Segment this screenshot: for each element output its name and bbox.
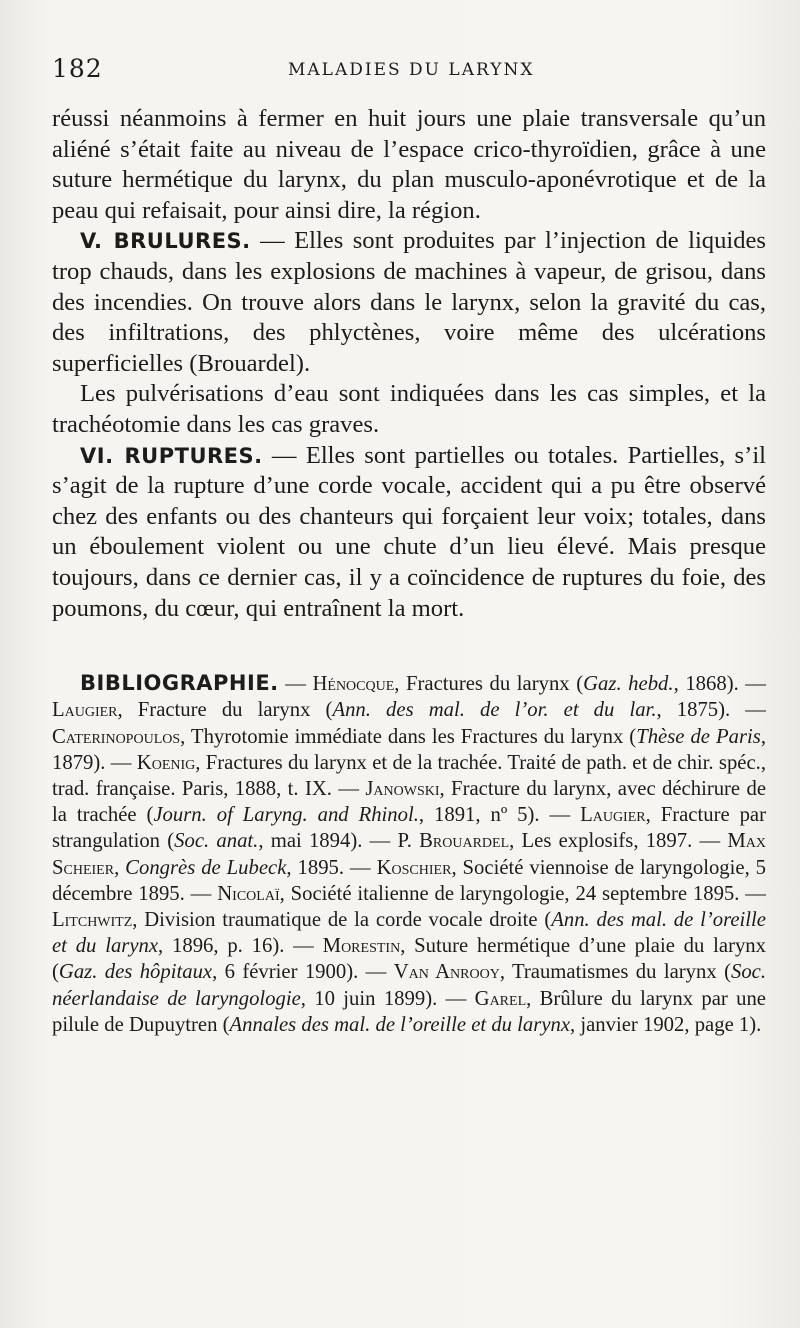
bib-author: Morestin [322,935,401,958]
bib-text: , 10 juin 1899). — [300,987,475,1010]
bib-text: , Société viennoise de laryngologie, 5 décembre 1895. — [52,856,767,905]
bib-text: — [278,673,313,696]
bib-text: , [114,856,126,879]
bib-journal: Gaz. des hôpitaux [58,961,213,984]
bib-author: Laugier [580,804,646,827]
bib-text: , Traumatismes du larynx ( [499,961,731,984]
section-burns-text: — Elles sont produites par l’injection de liquides trop chauds, dans les explosions de machines à vapeur, de grisou, dans des incendies. On trouve alors dans le larynx, selon la gravité du cas, des infiltrations, des phlyctènes, voire même des ulcérations superficielles (Brouardel). [52,227,766,377]
running-head [52,52,766,92]
bib-author: Caterinopoulos [52,725,181,748]
bib-text: , Les explosifs, 1897. — [509,830,728,853]
bib-author: Nicolaï [217,882,280,905]
bib-journal: Soc. néerlandaise de laryngologie [52,961,767,1010]
bib-text: , mai 1894). — P. [258,830,420,853]
bib-text: , 1895. — [286,856,377,879]
page-number: 182 [52,54,103,83]
bib-text: , 1891, nº 5). — [418,804,581,827]
bib-text: , Fracture du larynx, avec déchirure de la trachée ( [52,777,767,827]
bib-journal: Congrès de Lubeck [125,856,287,879]
bib-text: , Suture hermétique d’une plaie du larynx ( [52,935,766,984]
bib-journal: Thèse de Paris [636,725,761,748]
section-burns [52,226,766,379]
bib-author: Koschier [376,856,452,879]
section-ruptures-text: — Elles sont partielles ou totales. Partielles, s’il s’agit de la rupture d’une corde vocale, accident qui a pu être observé chez des enfants ou des chanteurs qui forçaient leur voix; totales, dans un éboulement violent ou une chute d’un lieu élevé. Mais presque toujours, dans ce dernier cas, il y a coïncidence de ruptures du foie, des poumons, du cœur, qui entraînent la mort. [52,441,766,622]
bib-text: , 1868). — [673,673,766,696]
bib-author: Garel [474,987,527,1010]
bib-text: , Thyrotomie immédiate dans les Fractures du larynx ( [180,725,637,748]
bib-journal: Ann. des mal. de l’or. et du lar. [332,699,657,722]
bib-journal: Soc. anat. [174,830,259,853]
bib-journal: Ann. des mal. de l’oreille et du larynx [52,908,766,958]
bib-text: , janvier 1902, page 1). [570,1013,762,1036]
section-burns-heading: V. BRULURES. [80,229,251,254]
bib-author: Koenig [136,751,196,774]
bib-author: Hénocque [312,673,395,696]
bib-journal: Gaz. hebd. [583,673,674,696]
bib-text: , Brûlure du larynx par une pilule de Dupuytren ( [52,987,766,1036]
body-text [52,104,766,624]
paragraph-continuation: réussi néanmoins à fermer en huit jours une plaie transversale qu’un aliéné s’était faite au niveau de l’espace crico-thyroïdien, grâce à une suture hermétique du larynx, du plan musculo-aponévrotique et de la peau qui refaisait, pour ainsi dire, la région. [52,105,766,224]
bib-author: Janowski [365,777,440,800]
bib-text: , Division traumatique de la corde vocale droite ( [132,908,552,931]
running-title: MALADIES DU LARYNX [288,60,535,80]
bib-author: Brouardel [419,830,510,853]
bib-text: , Fracture par strangulation ( [52,804,766,853]
bib-text: , 1879). — [52,725,766,774]
bib-text: , 1896, p. 16). — [158,935,323,958]
bib-author: Van Anrooy [393,961,500,984]
bib-text: , Fracture du larynx ( [117,699,333,722]
bib-text: , Fractures du larynx ( [394,673,584,696]
bib-text: , Société italienne de laryngologie, 24 septembre 1895. — [279,882,766,905]
section-ruptures [52,441,766,625]
bib-author: Laugier [52,699,118,722]
bib-journal: Journ. of Laryng. and Rhinol. [153,804,419,827]
bib-text: , Fractures du larynx et de la trachée. Traité de path. et de chir. spéc., trad. française. Paris, 1888, t. IX. — [52,751,767,800]
bib-journal: Annales des mal. de l’oreille et du larynx [229,1013,571,1036]
section-ruptures-heading: VI. RUPTURES. [80,443,263,468]
bibliography-heading: BIBLIOGRAPHIE. [80,671,279,696]
bibliography [52,670,766,1038]
bib-text: , 6 février 1900). — [212,961,394,984]
bib-author: Max Scheier [52,830,767,879]
paragraph-treatment: Les pulvérisations d’eau sont indiquées dans les cas simples, et la trachéotomie dans les cas graves. [52,380,766,438]
bib-author: Litchwitz [52,908,133,931]
bib-text: , 1875). — [656,699,766,722]
